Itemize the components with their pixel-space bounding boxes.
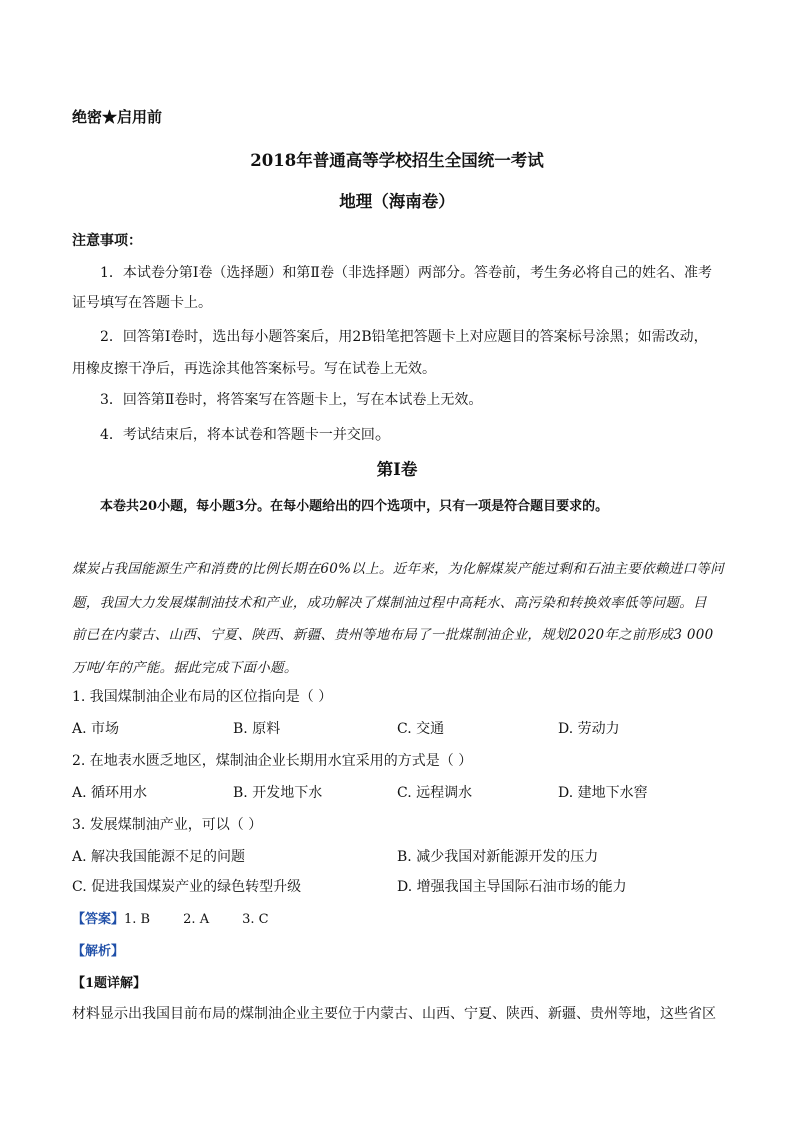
detail-label: 【1题详解】 <box>72 976 147 991</box>
notice-item-4-period: 。 <box>374 424 392 444</box>
exam-title: 2018年普通高等学校招生全国统一考试 <box>250 151 544 170</box>
analysis-label: 【解析】 <box>72 944 125 959</box>
question-2-stem: 2. 在地表水匮乏地区，煤制油企业长期用水宜采用的方式是（ ） <box>72 753 473 769</box>
subject-title: 地理（海南卷） <box>339 192 455 211</box>
question-2-option-d: D. 建地下水窖 <box>558 785 648 801</box>
notice-item-1: 1．本试卷分第Ⅰ卷（选择题）和第Ⅱ卷（非选择题）两部分。答卷前，考生务必将自己的姓名、准考 <box>100 265 712 281</box>
passage-line-3: 前已在内蒙古、山西、宁夏、陕西、新疆、贵州等地布局了一批煤制油企业，规划2020年之前形成3 000 <box>72 627 714 643</box>
answer-label: 【答案】 <box>72 912 125 927</box>
question-2-option-b: B. 开发地下水 <box>233 785 323 801</box>
question-3-option-a: A. 解决我国能源不足的问题 <box>72 849 246 865</box>
question-3-option-c: C. 促进我国煤炭产业的绿色转型升级 <box>72 879 302 895</box>
passage-line-2: 题，我国大力发展煤制油技术和产业，成功解决了煤制油过程中高耗水、高污染和转换效率低等问题。目 <box>72 595 707 611</box>
notice-item-4-text: 4．考试结束后，将本试卷和答题卡一并交回 <box>100 427 375 443</box>
question-1-option-d: D. 劳动力 <box>558 721 620 737</box>
notice-item-4 <box>100 419 392 444</box>
notice-item-2: 2．回答第Ⅰ卷时，选出每小题答案后，用2B铅笔把答题卡上对应题目的答案标号涂黑；如需改动， <box>100 329 708 345</box>
section-instruction: 本卷共20小题，每小题3分。在每小题给出的四个选项中，只有一项是符合题目要求的。 <box>100 499 609 514</box>
answer-values: 1. B 2. A 3. C <box>124 912 269 927</box>
detail-line-1: 材料显示出我国目前布局的煤制油企业主要位于内蒙古、山西、宁夏、陕西、新疆、贵州等地，这些省区 <box>72 1006 716 1022</box>
question-2-option-c: C. 远程调水 <box>397 785 473 801</box>
question-1-option-a: A. 市场 <box>72 721 120 737</box>
section-title: 第Ⅰ卷 <box>376 460 418 479</box>
secret-mark: 绝密★启用前 <box>72 108 163 126</box>
notice-heading: 注意事项： <box>72 233 142 249</box>
question-2-option-a: A. 循环用水 <box>72 785 148 801</box>
question-1-option-b: B. 原料 <box>233 721 281 737</box>
passage-line-1: 煤炭占我国能源生产和消费的比例长期在60%以上。近年来，为化解煤炭产能过剩和石油主要依赖进口等问 <box>72 561 724 577</box>
question-1-option-c: C. 交通 <box>397 721 445 737</box>
question-3-option-b: B. 减少我国对新能源开发的压力 <box>397 849 599 865</box>
question-3-stem: 3. 发展煤制油产业，可以（ ） <box>72 817 263 833</box>
question-3-option-d: D. 增强我国主导国际石油市场的能力 <box>397 879 627 895</box>
notice-item-1-cont: 证号填写在答题卡上。 <box>72 295 212 311</box>
notice-item-3: 3．回答第Ⅱ卷时，将答案写在答题卡上，写在本试卷上无效。 <box>100 392 483 408</box>
question-1-stem: 1. 我国煤制油企业布局的区位指向是（ ） <box>72 689 333 705</box>
notice-item-2-cont: 用橡皮擦干净后，再选涂其他答案标号。写在试卷上无效。 <box>72 361 436 377</box>
passage-line-4: 万吨/年的产能。据此完成下面小题。 <box>72 660 298 676</box>
answer-line <box>72 908 269 927</box>
